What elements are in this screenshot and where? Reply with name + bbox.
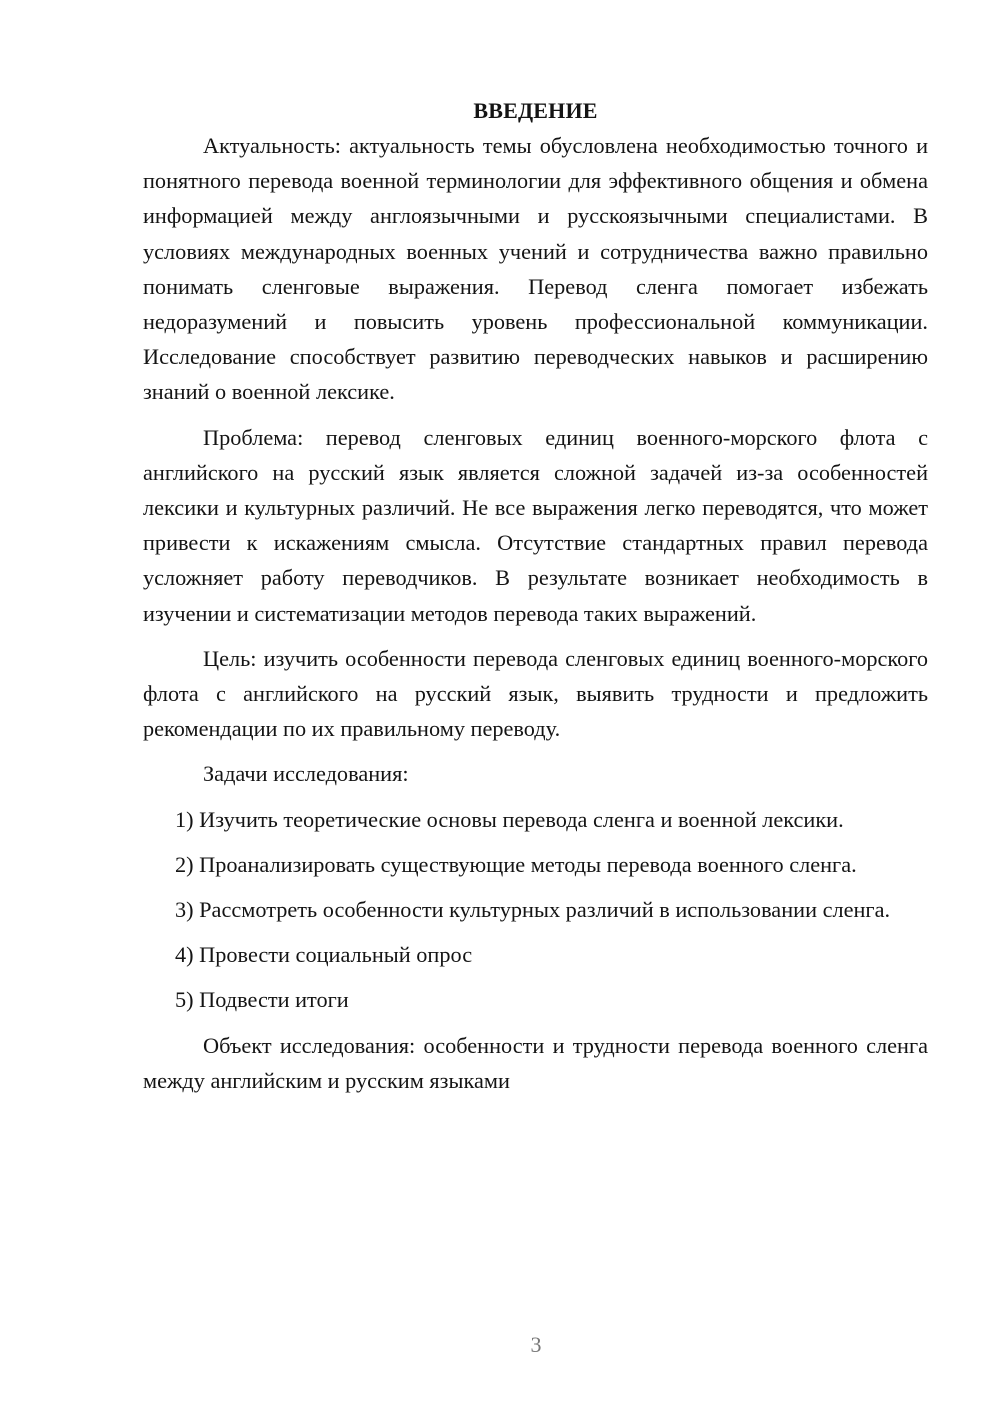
task-item: 4) Провести социальный опрос [175,942,473,968]
tasks-heading: Задачи исследования: [203,761,409,787]
page-number: 3 [530,1332,542,1357]
task-item: 5) Подвести итоги [175,987,349,1013]
section-title: ВВЕДЕНИЕ [473,98,598,123]
document-page [143,93,928,1098]
relevance-paragraph: Актуальность: актуальность темы обусловлена необходимостью точного и понятного перевода военной терминологии для эффективного общения и обмена информацией между англоязычными и русскоязычными специалистами. В условиях международных военных учений и сотрудничества важно правильно понимать сленговые выражения. Перевод сленга помогает избежать недоразумений и повысить уровень профессиональной коммуникации. Исследование способствует развитию переводческих навыков и расширению знаний о военной лексике. [143,133,928,405]
task-item: 2) Проанализировать существующие методы перевода военного сленга. [175,851,857,877]
problem-paragraph: Проблема: перевод сленговых единиц военного-морского флота с английского на русский язык является сложной задачей из-за особенностей лексики и культурных различий. Не все выражения легко переводятся, что может привести к искажениям смысла. Отсутствие стандартных правил перевода усложняет работу переводчиков. В результате возникает необходимость в изучении и систематизации методов перевода таких выражений. [143,424,928,626]
goal-paragraph: Цель: изучить особенности перевода сленговых единиц военного-морского флота с английского на русский язык, выявить трудности и предложить рекомендации по их правильному переводу. [143,645,928,742]
task-item: 1) Изучить теоретические основы перевода сленга и военной лексики. [175,806,844,832]
task-item: 3) Рассмотреть особенности культурных различий в использовании сленга. [175,897,891,923]
object-paragraph: Объект исследования: особенности и трудности перевода военного сленга между английским и русским языками [143,1032,928,1093]
